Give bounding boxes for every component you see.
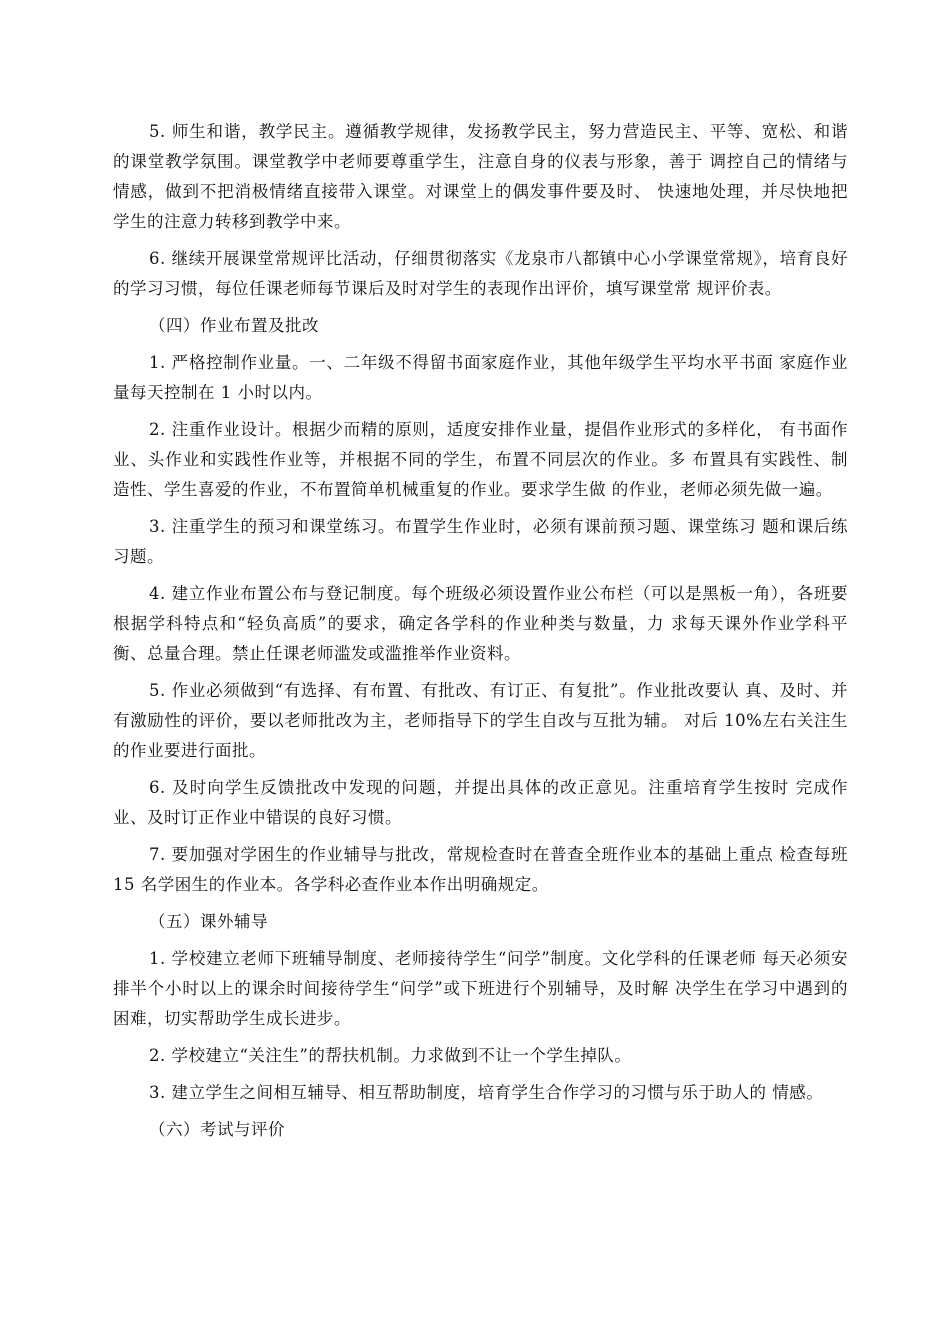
document-body [113,117,848,1152]
section-heading: （四）作业布置及批改 [149,316,319,335]
paragraph: 5. 师生和谐，教学民主。遵循教学规律，发扬教学民主，努力营造民主、平等、宽松、和谐的课堂教学氛围。课堂教学中老师要尊重学生，注意自身的仪表与形象，善于 调控自己的情绪与情感，做到不把消极情绪直接带入课堂。对课堂上的偶发事件要及时、 快速地处理，并尽快地把学生的注意力转移到教学中来。 [113,122,848,231]
paragraph: 1. 严格控制作业量。一、二年级不得留书面家庭作业，其他年级学生平均水平书面 家庭作业量每天控制在 1 小时以内。 [113,353,848,402]
paragraph: 6. 继续开展课堂常规评比活动，仔细贯彻落实《龙泉市八都镇中心小学课堂常规》，培育良好的学习习惯，每位任课老师每节课后及时对学生的表现作出评价，填写课堂常 规评价表。 [113,249,848,298]
section-heading: （五）课外辅导 [149,912,268,931]
paragraph: 6. 及时向学生反馈批改中发现的问题，并提出具体的改正意见。注重培育学生按时 完成作业、及时订正作业中错误的良好习惯。 [113,778,848,827]
paragraph: 3. 建立学生之间相互辅导、相互帮助制度，培育学生合作学习的习惯与乐于助人的 情感。 [149,1083,824,1102]
paragraph: 5. 作业必须做到“有选择、有布置、有批改、有订正、有复批”。作业批改要认 真、及时、并有激励性的评价，要以老师批改为主，老师指导下的学生自改与互批为辅。 对后 10%左右关注生的作业要进行面批。 [113,681,848,760]
paragraph: 4. 建立作业布置公布与登记制度。每个班级必须设置作业公布栏（可以是黑板一角），各班要根据学科特点和“轻负高质”的要求，确定各学科的作业种类与数量，力 求每天课外作业学科平衡、总量合理。禁止任课老师滥发或滥推举作业资料。 [113,584,848,663]
paragraph: 7. 要加强对学困生的作业辅导与批改，常规检查时在普查全班作业本的基础上重点 检查每班 15 名学困生的作业本。各学科必查作业本作出明确规定。 [113,845,848,894]
paragraph: 2. 学校建立“关注生”的帮扶机制。力求做到不让一个学生掉队。 [149,1046,632,1065]
section-heading: （六）考试与评价 [149,1120,285,1139]
paragraph: 2. 注重作业设计。根据少而精的原则，适度安排作业量，提倡作业形式的多样化， 有书面作业、头作业和实践性作业等，并根据不同的学生，布置不同层次的作业。多 布置具有实践性、制造性、学生喜爱的作业，不布置简单机械重复的作业。要求学生做 的作业，老师必须先做一遍。 [113,420,848,499]
paragraph: 3. 注重学生的预习和课堂练习。布置学生作业时，必须有课前预习题、课堂练习 题和课后练习题。 [113,517,848,566]
paragraph: 1. 学校建立老师下班辅导制度、老师接待学生“问学”制度。文化学科的任课老师 每天必须安排半个小时以上的课余时间接待学生“问学”或下班进行个别辅导，及时解 决学生在学习中遇到的困难，切实帮助学生成长进步。 [113,949,848,1028]
